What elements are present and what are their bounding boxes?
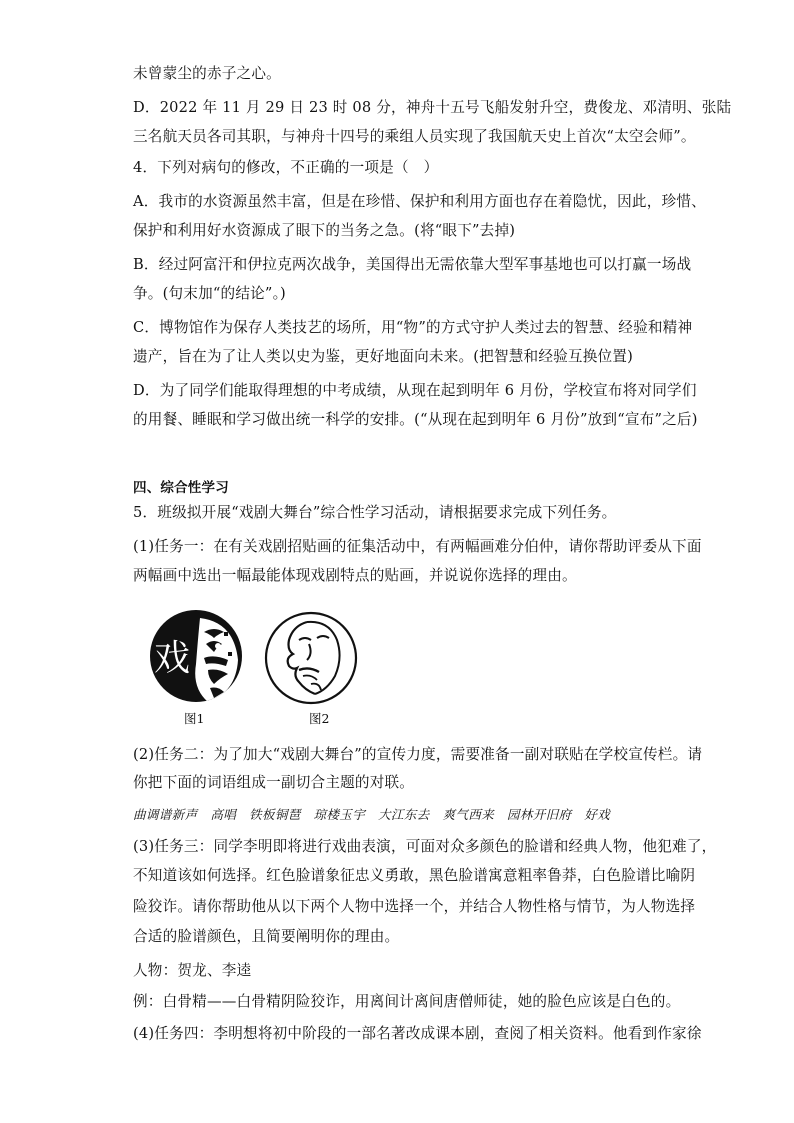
text-line: 保护和利用好水资源成了眼下的当务之急。(将“眼下”去掉) bbox=[133, 222, 516, 239]
text-line: 的用餐、睡眠和学习做出统一科学的安排。(“从现在起到明年 6 月份”放到“宣布”之后) bbox=[133, 411, 698, 428]
fig1-character: 戏 bbox=[154, 638, 191, 679]
option-d: D．为了同学们能取得理想的中考成绩，从现在起到明年 6 月份，学校宣布将对同学们 bbox=[133, 382, 697, 399]
figure-1-caption: 图1 bbox=[184, 711, 205, 726]
text-line: 合适的脸谱颜色，且简要阐明你的理由。 bbox=[133, 928, 400, 945]
option-c: C．博物馆作为保存人类技艺的场所，用“物”的方式守护人类过去的智慧、经验和精神 bbox=[133, 319, 693, 336]
figure-2-caption: 图2 bbox=[309, 711, 330, 726]
text-line: D．2022 年 11 月 29 日 23 时 08 分，神舟十五号飞船发射升空，费俊龙、邓清明、张陆 bbox=[133, 99, 732, 116]
option-a: A．我市的水资源虽然丰富，但是在珍惜、保护和利用方面也存在着隐忧，因此，珍惜、 bbox=[133, 193, 706, 210]
text-line: 两幅画中选出一幅最能体现戏剧特点的贴画，并说说你选择的理由。 bbox=[133, 567, 577, 584]
section-heading: 四、综合性学习 bbox=[133, 480, 229, 496]
question-4: 4．下列对病句的修改，不正确的一项是（ ） bbox=[133, 159, 439, 176]
text-line: 不知道该如何选择。红色脸谱象征忠义勇敢，黑色脸谱寓意粗率鲁莽，白色脸谱比喻阴 bbox=[133, 867, 696, 884]
text-line: 遗产，旨在为了让人类以史为鉴，更好地面向未来。(把智慧和经验互换位置) bbox=[133, 348, 633, 365]
text-line: 险狡诈。请你帮助他从以下两个人物中选择一个，并结合人物性格与情节，为人物选择 bbox=[133, 898, 696, 915]
task-2: (2)任务二：为了加大“戏剧大舞台”的宣传力度，需要准备一副对联贴在学校宣传栏。请 bbox=[133, 746, 703, 763]
option-b: B．经过阿富汗和伊拉克两次战争，美国得出无需依靠大型军事基地也可以打赢一场战 bbox=[133, 256, 692, 273]
text-line: 你把下面的词语组成一副切合主题的对联。 bbox=[133, 774, 415, 791]
word-list: 曲调谱新声 高唱 铁板铜琶 琼楼玉宇 大江东去 爽气西来 园林开旧府 好戏 bbox=[133, 807, 611, 822]
text-line: 三名航天员各司其职，与神舟十四号的乘组人员实现了我国航天史上首次“太空会师”。 bbox=[133, 128, 696, 145]
task-1: (1)任务一：在有关戏剧招贴画的征集活动中，有两幅画难分伯仲，请你帮助评委从下面 bbox=[133, 538, 702, 555]
poster-figure-1 bbox=[148, 608, 244, 704]
characters-line: 人物：贺龙、李逵 bbox=[133, 962, 252, 979]
poster-figure-2 bbox=[263, 610, 359, 706]
example-line: 例：白骨精——白骨精阴险狡诈，用离间计离间唐僧师徒，她的脸色应该是白色的。 bbox=[133, 993, 681, 1010]
text-line: 未曾蒙尘的赤子之心。 bbox=[133, 65, 281, 82]
task-3: (3)任务三：同学李明即将进行戏曲表演，可面对众多颜色的脸谱和经典人物，他犯难了， bbox=[133, 838, 717, 855]
task-4: (4)任务四：李明想将初中阶段的一部名著改成课本剧，查阅了相关资料。他看到作家徐 bbox=[133, 1025, 702, 1042]
text-line: 争。(句末加“的结论”。) bbox=[133, 285, 286, 302]
question-5: 5．班级拟开展“戏剧大舞台”综合性学习活动，请根据要求完成下列任务。 bbox=[133, 504, 617, 521]
